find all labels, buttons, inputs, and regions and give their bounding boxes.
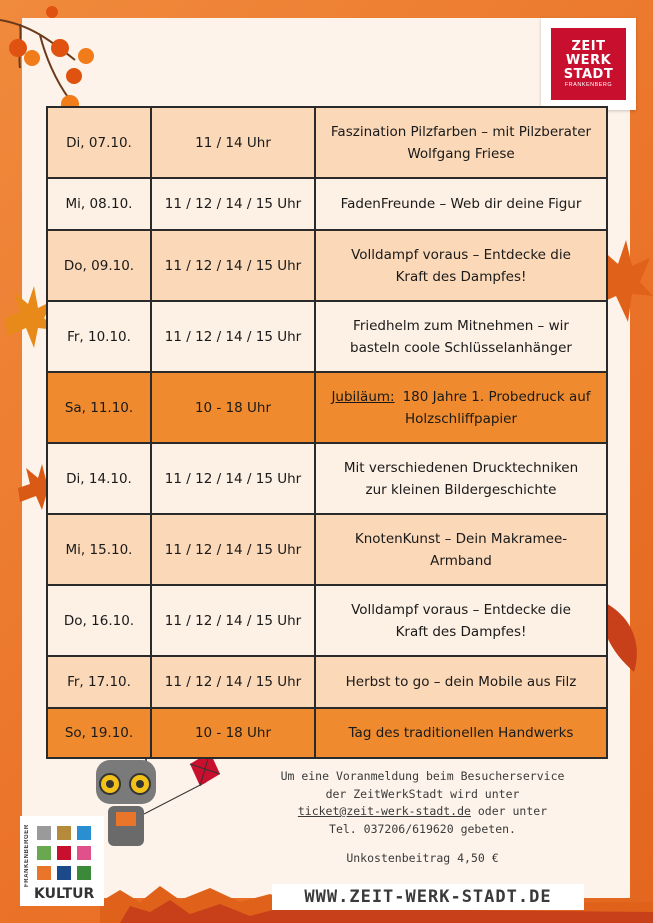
schedule-date: Fr, 10.10. bbox=[47, 301, 151, 372]
info-line-2: der ZeitWerkStadt wird unter bbox=[325, 786, 520, 801]
info-line-3-suffix: oder unter bbox=[470, 804, 548, 818]
logo-subtitle: FRANKENBERG bbox=[564, 81, 613, 88]
schedule-date: Sa, 11.10. bbox=[47, 372, 151, 443]
kultur-square bbox=[37, 846, 51, 860]
schedule-time: 11 / 12 / 14 / 15 Uhr bbox=[151, 230, 315, 301]
schedule-date: Mi, 08.10. bbox=[47, 178, 151, 230]
event-title: Faszination Pilzfarben – mit Pilzberater bbox=[330, 123, 592, 140]
event-title: 180 Jahre 1. Probedruck auf bbox=[402, 388, 591, 405]
schedule-date: So, 19.10. bbox=[47, 708, 151, 758]
event-title: Herbst to go – dein Mobile aus Filz bbox=[345, 674, 577, 690]
event-title-line-2: Kraft des Dampfes! bbox=[395, 623, 527, 640]
schedule-time: 11 / 12 / 14 / 15 Uhr bbox=[151, 301, 315, 372]
schedule-event bbox=[315, 514, 607, 585]
schedule-date: Do, 09.10. bbox=[47, 230, 151, 301]
kultur-square bbox=[57, 826, 71, 840]
event-title: Volldampf voraus – Entdecke die bbox=[351, 246, 571, 263]
kultur-logo bbox=[20, 816, 104, 906]
schedule-date: Fr, 17.10. bbox=[47, 656, 151, 708]
schedule-time: 11 / 12 / 14 / 15 Uhr bbox=[151, 514, 315, 585]
schedule-event bbox=[315, 443, 607, 514]
event-title: Tag des traditionellen Handwerks bbox=[348, 725, 574, 741]
schedule-row bbox=[47, 585, 607, 656]
info-line-3 bbox=[250, 803, 595, 821]
logo-line-stadt: STADT bbox=[563, 66, 614, 82]
schedule-event bbox=[315, 301, 607, 372]
schedule-time: 11 / 12 / 14 / 15 Uhr bbox=[151, 178, 315, 230]
event-title-line-1 bbox=[322, 457, 600, 479]
email-link[interactable]: ticket@zeit-werk-stadt.de bbox=[297, 804, 471, 818]
event-title: Mit verschiedenen Drucktechniken bbox=[343, 459, 579, 476]
zeitwerkstadt-logo bbox=[541, 18, 636, 110]
schedule-event bbox=[315, 230, 607, 301]
event-title-line-1 bbox=[322, 315, 600, 337]
website-link[interactable]: WWW.ZEIT-WERK-STADT.DE bbox=[272, 884, 584, 910]
schedule-date: Do, 16.10. bbox=[47, 585, 151, 656]
schedule-table bbox=[46, 106, 608, 759]
schedule-time: 11 / 12 / 14 / 15 Uhr bbox=[151, 443, 315, 514]
event-title-line-2: Armband bbox=[430, 552, 492, 569]
kultur-square bbox=[57, 866, 71, 880]
event-title: KnotenKunst – Dein Makramee- bbox=[354, 530, 568, 547]
event-title-line-1 bbox=[322, 599, 600, 621]
event-title-line-2: Wolfgang Friese bbox=[407, 145, 515, 162]
schedule-time: 10 - 18 Uhr bbox=[151, 708, 315, 758]
kultur-vertical-text: FRANKENBERGER bbox=[24, 824, 30, 888]
schedule-time: 10 - 18 Uhr bbox=[151, 372, 315, 443]
event-prefix: Jubiläum: bbox=[331, 388, 395, 405]
info-line-1: Um eine Voranmeldung beim Besucherservice bbox=[280, 769, 565, 783]
event-title: Friedhelm zum Mitnehmen – wir bbox=[353, 317, 569, 334]
schedule-time: 11 / 14 Uhr bbox=[151, 107, 315, 178]
info-line-4: Tel. 037206/619620 gebeten. bbox=[329, 821, 516, 836]
registration-info bbox=[250, 768, 595, 838]
event-title-line-1 bbox=[322, 244, 600, 266]
schedule-event bbox=[315, 107, 607, 178]
kultur-square bbox=[77, 826, 91, 840]
schedule-time: 11 / 12 / 14 / 15 Uhr bbox=[151, 585, 315, 656]
event-title-line-1 bbox=[322, 386, 600, 408]
event-title-line-1 bbox=[322, 671, 600, 693]
kultur-word: KULTUR bbox=[34, 886, 95, 902]
kultur-square bbox=[37, 866, 51, 880]
logo-line-zeit: ZEIT bbox=[571, 38, 606, 54]
schedule-event bbox=[315, 656, 607, 708]
schedule-row bbox=[47, 708, 607, 758]
kultur-square bbox=[77, 866, 91, 880]
event-title: FadenFreunde – Web dir deine Figur bbox=[340, 196, 582, 212]
schedule-row bbox=[47, 178, 607, 230]
event-title-line-2: zur kleinen Bildergeschichte bbox=[365, 481, 557, 498]
event-title-line-1 bbox=[322, 528, 600, 550]
kultur-square bbox=[37, 826, 51, 840]
event-title-line-2: basteln coole Schlüsselanhänger bbox=[350, 339, 572, 356]
event-title-line-2: Holzschliffpapier bbox=[404, 410, 518, 427]
schedule-row bbox=[47, 230, 607, 301]
event-title-line-1 bbox=[322, 722, 600, 744]
event-title-line-2: Kraft des Dampfes! bbox=[395, 268, 527, 285]
fee-text: Unkostenbeitrag 4,50 € bbox=[346, 851, 499, 865]
schedule-date: Mi, 15.10. bbox=[47, 514, 151, 585]
schedule-row bbox=[47, 372, 607, 443]
schedule-event bbox=[315, 708, 607, 758]
kultur-square bbox=[77, 846, 91, 860]
schedule-date: Di, 14.10. bbox=[47, 443, 151, 514]
schedule-time: 11 / 12 / 14 / 15 Uhr bbox=[151, 656, 315, 708]
event-title-line-1 bbox=[322, 193, 600, 215]
event-title: Volldampf voraus – Entdecke die bbox=[351, 601, 571, 618]
logo-line-werk: WERK bbox=[565, 52, 612, 68]
kultur-square bbox=[57, 846, 71, 860]
schedule-row bbox=[47, 656, 607, 708]
schedule-event bbox=[315, 585, 607, 656]
schedule-event bbox=[315, 372, 607, 443]
schedule-row bbox=[47, 514, 607, 585]
kultur-squares bbox=[37, 826, 91, 880]
robot-kite-icon bbox=[86, 742, 236, 882]
schedule-row bbox=[47, 443, 607, 514]
schedule-row bbox=[47, 301, 607, 372]
schedule-row bbox=[47, 107, 607, 178]
schedule-event bbox=[315, 178, 607, 230]
event-title-line-1 bbox=[322, 121, 600, 143]
schedule-date: Di, 07.10. bbox=[47, 107, 151, 178]
